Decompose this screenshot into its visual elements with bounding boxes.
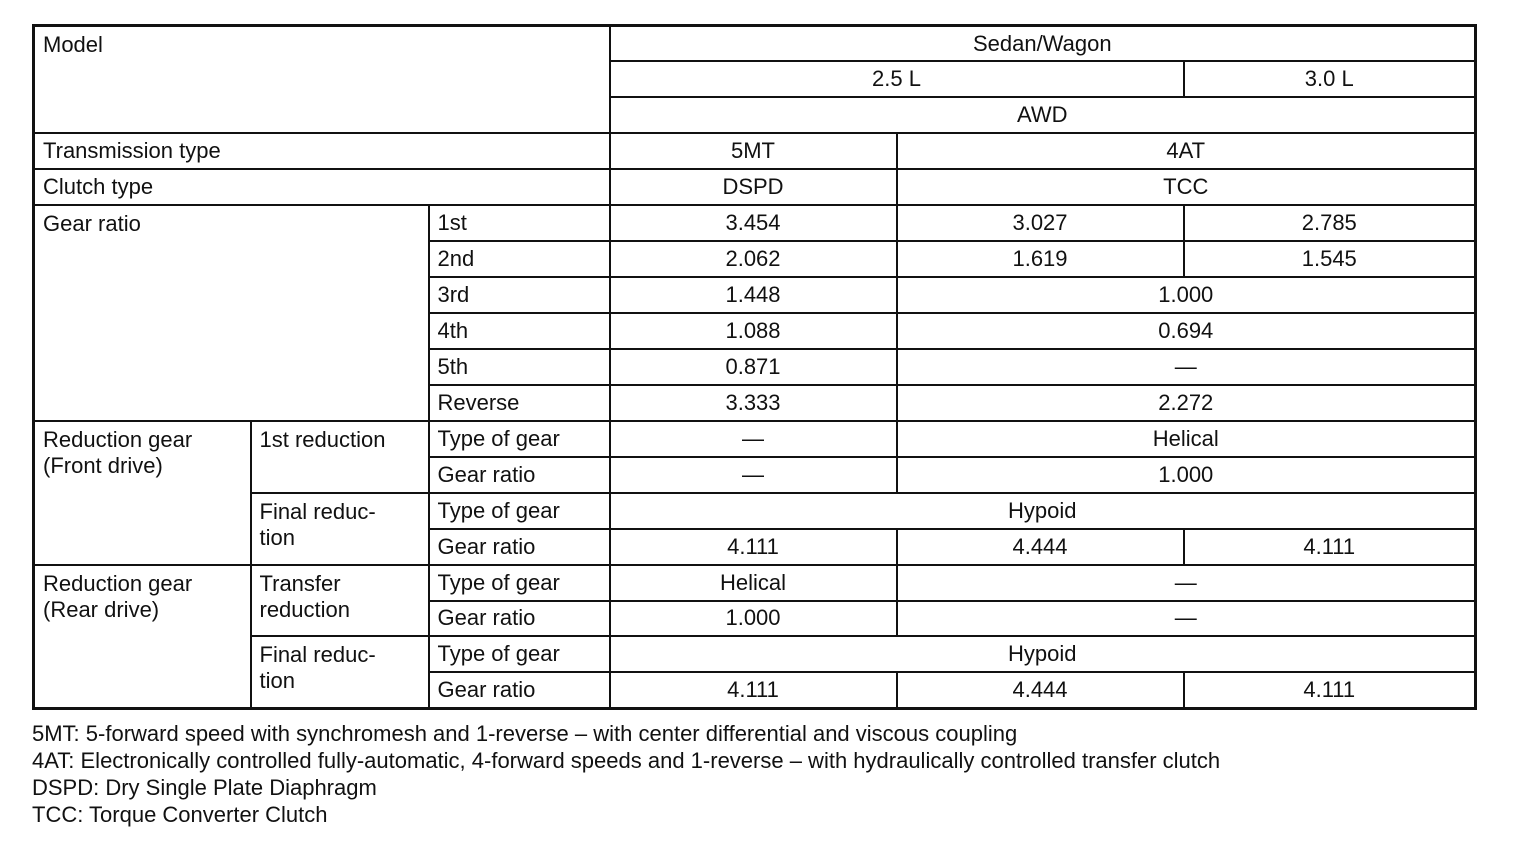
type-of-gear-label: Type of gear	[429, 421, 610, 457]
gear-ratio-4at: —	[897, 349, 1476, 385]
front-first-type-4at: Helical	[897, 421, 1476, 457]
front-reduction-label-line2: (Front drive)	[43, 452, 163, 478]
front-first-ratio-5mt: —	[610, 457, 897, 493]
rear-final-ratio-4at-2-5: 4.444	[897, 672, 1184, 708]
rear-transfer-ratio-5mt: 1.000	[610, 601, 897, 637]
gear-label: 2nd	[429, 241, 610, 277]
front-reduction-label	[34, 421, 251, 565]
front-final-ratio-4at-2-5: 4.444	[897, 529, 1184, 565]
gear-ratio-label: Gear ratio	[34, 205, 429, 421]
gear-ratio-5mt: 1.088	[610, 313, 897, 349]
gear-ratio-5mt: 3.333	[610, 385, 897, 421]
front-final-type: Hypoid	[610, 493, 1476, 529]
rear-transfer-type-4at: —	[897, 565, 1476, 601]
transmission-type-label: Transmission type	[34, 133, 610, 169]
gear-ratio-row-label: Gear ratio	[429, 529, 610, 565]
rear-final-type: Hypoid	[610, 636, 1476, 672]
footnotes	[32, 720, 1220, 828]
rear-reduction-label-line2: (Rear drive)	[43, 596, 160, 622]
gear-ratio-4at: 0.694	[897, 313, 1476, 349]
gear-ratio-4at-2-5: 3.027	[897, 205, 1184, 241]
gear-ratio-5mt: 3.454	[610, 205, 897, 241]
rear-final-ratio-4at-3-0: 4.111	[1184, 672, 1476, 708]
rear-final-label-line1: Final reduc-	[259, 642, 376, 668]
gear-ratio-4at-3-0: 2.785	[1184, 205, 1476, 241]
table-row	[34, 421, 1476, 457]
gear-label: 1st	[429, 205, 610, 241]
clutch-4at: TCC	[897, 169, 1476, 205]
front-final-label-line2: tion	[259, 524, 295, 550]
body-type-header: Sedan/Wagon	[610, 26, 1476, 62]
gear-label: 5th	[429, 349, 610, 385]
front-final-label-line1: Final reduc-	[259, 498, 376, 524]
rear-final-ratio-5mt: 4.111	[610, 672, 897, 708]
gear-ratio-5mt: 2.062	[610, 241, 897, 277]
table-row	[34, 169, 1476, 205]
gear-ratio-row-label: Gear ratio	[429, 601, 610, 637]
gear-label: Reverse	[429, 385, 610, 421]
gear-ratio-5mt: 1.448	[610, 277, 897, 313]
table-row	[34, 133, 1476, 169]
footnote-4at: 4AT: Electronically controlled fully-automatic, 4-forward speeds and 1-reverse – with hydraulically controlled transfer clutch	[32, 748, 1221, 773]
rear-transfer-type-5mt: Helical	[610, 565, 897, 601]
gear-ratio-5mt: 0.871	[610, 349, 897, 385]
rear-transfer-label-line2: reduction	[259, 596, 351, 622]
front-first-type-5mt: —	[610, 421, 897, 457]
gear-ratio-4at-2-5: 1.619	[897, 241, 1184, 277]
front-first-ratio-4at: 1.000	[897, 457, 1476, 493]
gear-label: 3rd	[429, 277, 610, 313]
rear-final-label-line2: tion	[259, 668, 295, 694]
rear-transfer-ratio-4at: —	[897, 601, 1476, 637]
gear-ratio-4at-3-0: 1.545	[1184, 241, 1476, 277]
rear-final-reduction-label	[251, 636, 429, 708]
engine-2-5-header: 2.5 L	[610, 61, 1184, 97]
specification-table	[32, 24, 1477, 710]
front-final-reduction-label	[251, 493, 429, 565]
table-row	[34, 205, 1476, 241]
transmission-4at: 4AT	[897, 133, 1476, 169]
type-of-gear-label: Type of gear	[429, 565, 610, 601]
gear-ratio-4at: 2.272	[897, 385, 1476, 421]
footnote-dspd: DSPD: Dry Single Plate Diaphragm	[32, 775, 377, 800]
table-row	[34, 493, 1476, 529]
clutch-type-label: Clutch type	[34, 169, 610, 205]
rear-transfer-reduction-label	[251, 565, 429, 637]
engine-3-0-header: 3.0 L	[1184, 61, 1476, 97]
front-reduction-label-line1: Reduction gear	[43, 426, 193, 452]
type-of-gear-label: Type of gear	[429, 636, 610, 672]
drive-header: AWD	[610, 97, 1476, 133]
clutch-5mt: DSPD	[610, 169, 897, 205]
model-label: Model	[34, 26, 610, 134]
table-row	[34, 636, 1476, 672]
rear-transfer-label-line1: Transfer	[259, 570, 341, 596]
gear-ratio-4at: 1.000	[897, 277, 1476, 313]
table-row	[34, 565, 1476, 601]
gear-label: 4th	[429, 313, 610, 349]
footnote-tcc: TCC: Torque Converter Clutch	[32, 802, 328, 827]
gear-ratio-row-label: Gear ratio	[429, 457, 610, 493]
front-final-ratio-4at-3-0: 4.111	[1184, 529, 1476, 565]
footnote-5mt: 5MT: 5-forward speed with synchromesh and 1-reverse – with center differential and viscous coupling	[32, 721, 1018, 746]
rear-reduction-label-line1: Reduction gear	[43, 570, 193, 596]
gear-ratio-row-label: Gear ratio	[429, 672, 610, 708]
transmission-5mt: 5MT	[610, 133, 897, 169]
header-row-body	[34, 26, 1476, 62]
rear-reduction-label	[34, 565, 251, 709]
front-first-reduction-label: 1st reduction	[251, 421, 429, 493]
type-of-gear-label: Type of gear	[429, 493, 610, 529]
front-final-ratio-5mt: 4.111	[610, 529, 897, 565]
